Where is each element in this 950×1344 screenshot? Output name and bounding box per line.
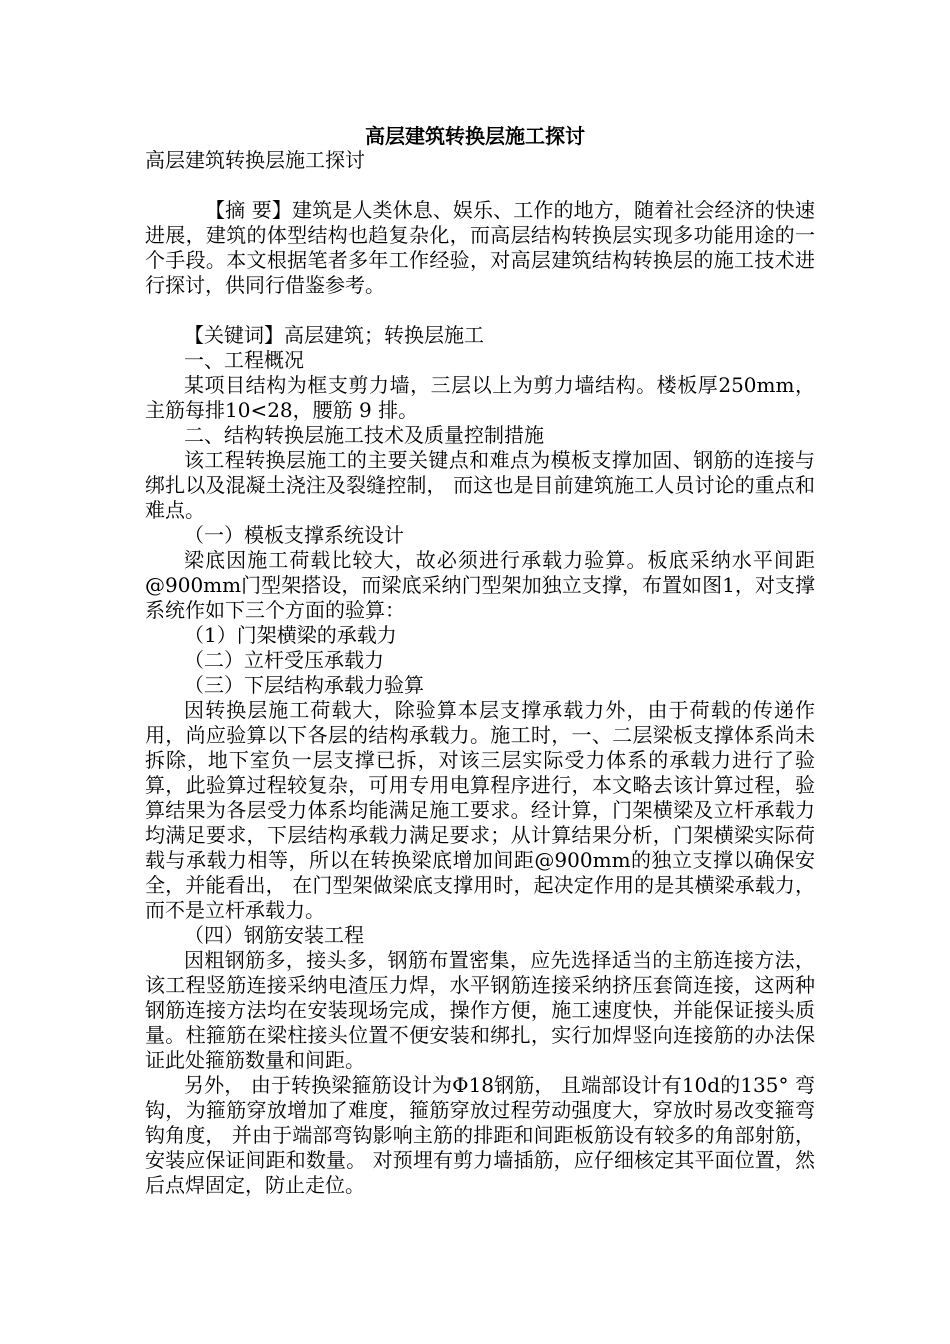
subsection-heading-rebar: （四）钢筋安装工程: [184, 923, 364, 947]
techniques-paragraph: 该工程转换层施工的主要关键点和难点为模板支撑加固、钢筋的连接与绑扎以及混凝土浇注及裂缝控制， 而这也是目前建筑施工人员讨论的重点和难点。: [145, 448, 815, 522]
stirrup-paragraph: 另外， 由于转换梁箍筋设计为Φ18钢筋， 且端部设计有10d的135° 弯钩，为箍筋穿放增加了难度，箍筋穿放过程劳动强度大，穿放时易改变箍弯钩角度， 并由于端部弯钩影响主筋的排距和间距板筋设有较多的角部射筋，安装应保证间距和数量。 对预埋有剪力墙插筋，应仔细核定其平面位置，然后点焊固定，防止走位。: [145, 1073, 815, 1197]
document-title: 高层建筑转换层施工探讨: [365, 124, 585, 148]
list-item-1: （1）门架横梁的承载力: [184, 623, 397, 647]
spacer: [145, 173, 815, 198]
spacer: [145, 298, 815, 323]
keywords-line: 【关键词】高层建筑；转换层施工: [184, 323, 484, 347]
list-item-3: （三）下层结构承载力验算: [184, 673, 424, 697]
overview-paragraph: 某项目结构为框支剪力墙，三层以上为剪力墙结构。楼板厚250mm，主筋每排10<28，腰筋 9 排。: [145, 373, 815, 422]
rebar-paragraph: 因粗钢筋多，接头多，钢筋布置密集，应先选择适当的主筋连接方法，该工程竖筋连接采纳电渣压力焊，水平钢筋连接采纳挤压套筒连接，这两种钢筋连接方法均在安装现场完成，操作方便，施工速度快，并能保证接头质量。柱箍筋在梁柱接头位置不便安装和绑扎，实行加焊竖向连接筋的办法保证此处箍筋数量和间距。: [145, 948, 815, 1072]
load-check-paragraph: 因转换层施工荷载大，除验算本层支撑承载力外，由于荷载的传递作用，尚应验算以下各层的结构承载力。施工时，一、二层梁板支撑体系尚未拆除，地下室负一层支撑已拆，对该三层实际受力体系的承载力进行了验算，此验算过程较复杂，可用专用电算程序进行，本文略去该计算过程，验算结果为各层受力体系均能满足施工要求。经计算，门架横梁及立杆承载力均满足要求，下层结构承载力满足要求；从计算结果分析，门架横梁实际荷载与承载力相等，所以在转换梁底增加间距@900mm的独立支撑以确保安全，并能看出， 在门型架做梁底支撑用时，起决定作用的是其横梁承载力，而不是立杆承载力。: [145, 698, 815, 922]
section-heading-techniques: 二、结构转换层施工技术及质量控制措施: [184, 423, 544, 447]
document-body: [145, 148, 815, 1198]
subsection-heading-formwork: （一）模板支撑系统设计: [184, 523, 404, 547]
list-item-2: （二）立杆受压承载力: [184, 648, 384, 672]
section-heading-overview: 一、工程概况: [184, 348, 304, 372]
formwork-paragraph: 梁底因施工荷载比较大，故必须进行承载力验算。板底采纳水平间距@900mm门型架搭设，而梁底采纳门型架加独立支撑，布置如图1，对支撑系统作如下三个方面的验算：: [145, 548, 815, 622]
document-subtitle: 高层建筑转换层施工探讨: [145, 148, 365, 172]
abstract-paragraph: 【摘 要】建筑是人类休息、娱乐、工作的地方，随着社会经济的快速进展，建筑的体型结构也趋复杂化，而高层结构转换层实现多功能用途的一个手段。本文根据笔者多年工作经验，对高层建筑结构转换层的施工技术进行探讨，供同行借鉴参考。: [145, 198, 815, 297]
